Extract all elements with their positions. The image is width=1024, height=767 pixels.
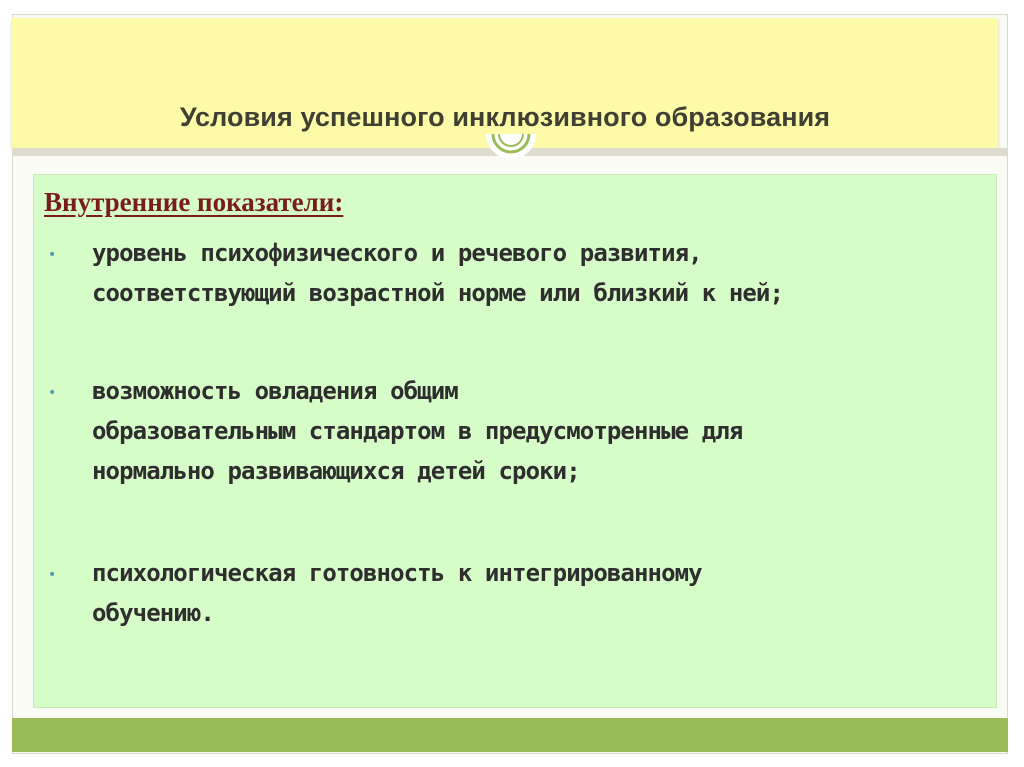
bullet-marker: •: [48, 385, 57, 401]
bullet-text: уровень психофизического и речевого развития, соответствующий возрастной норме или близкий к ней;: [92, 239, 784, 307]
bullet-text: возможность овладения общим образовательным стандартом в предусмотренные для нормально развивающихся детей сроки;: [92, 377, 743, 485]
bullet-marker: •: [48, 247, 57, 263]
bullet-item: [46, 553, 976, 633]
content-box: [33, 174, 997, 708]
section-heading: Внутренние показатели:: [44, 187, 344, 217]
bullet-item: [46, 371, 976, 491]
bullet-text: психологическая готовность к интегрированному обучению.: [92, 559, 702, 627]
bullet-item: [46, 233, 976, 313]
bullet-marker: •: [48, 567, 57, 583]
double-ring-icon: [482, 124, 540, 170]
slide-title: Условия успешного инклюзивного образования: [179, 102, 831, 132]
bottom-bar: [12, 718, 1008, 752]
